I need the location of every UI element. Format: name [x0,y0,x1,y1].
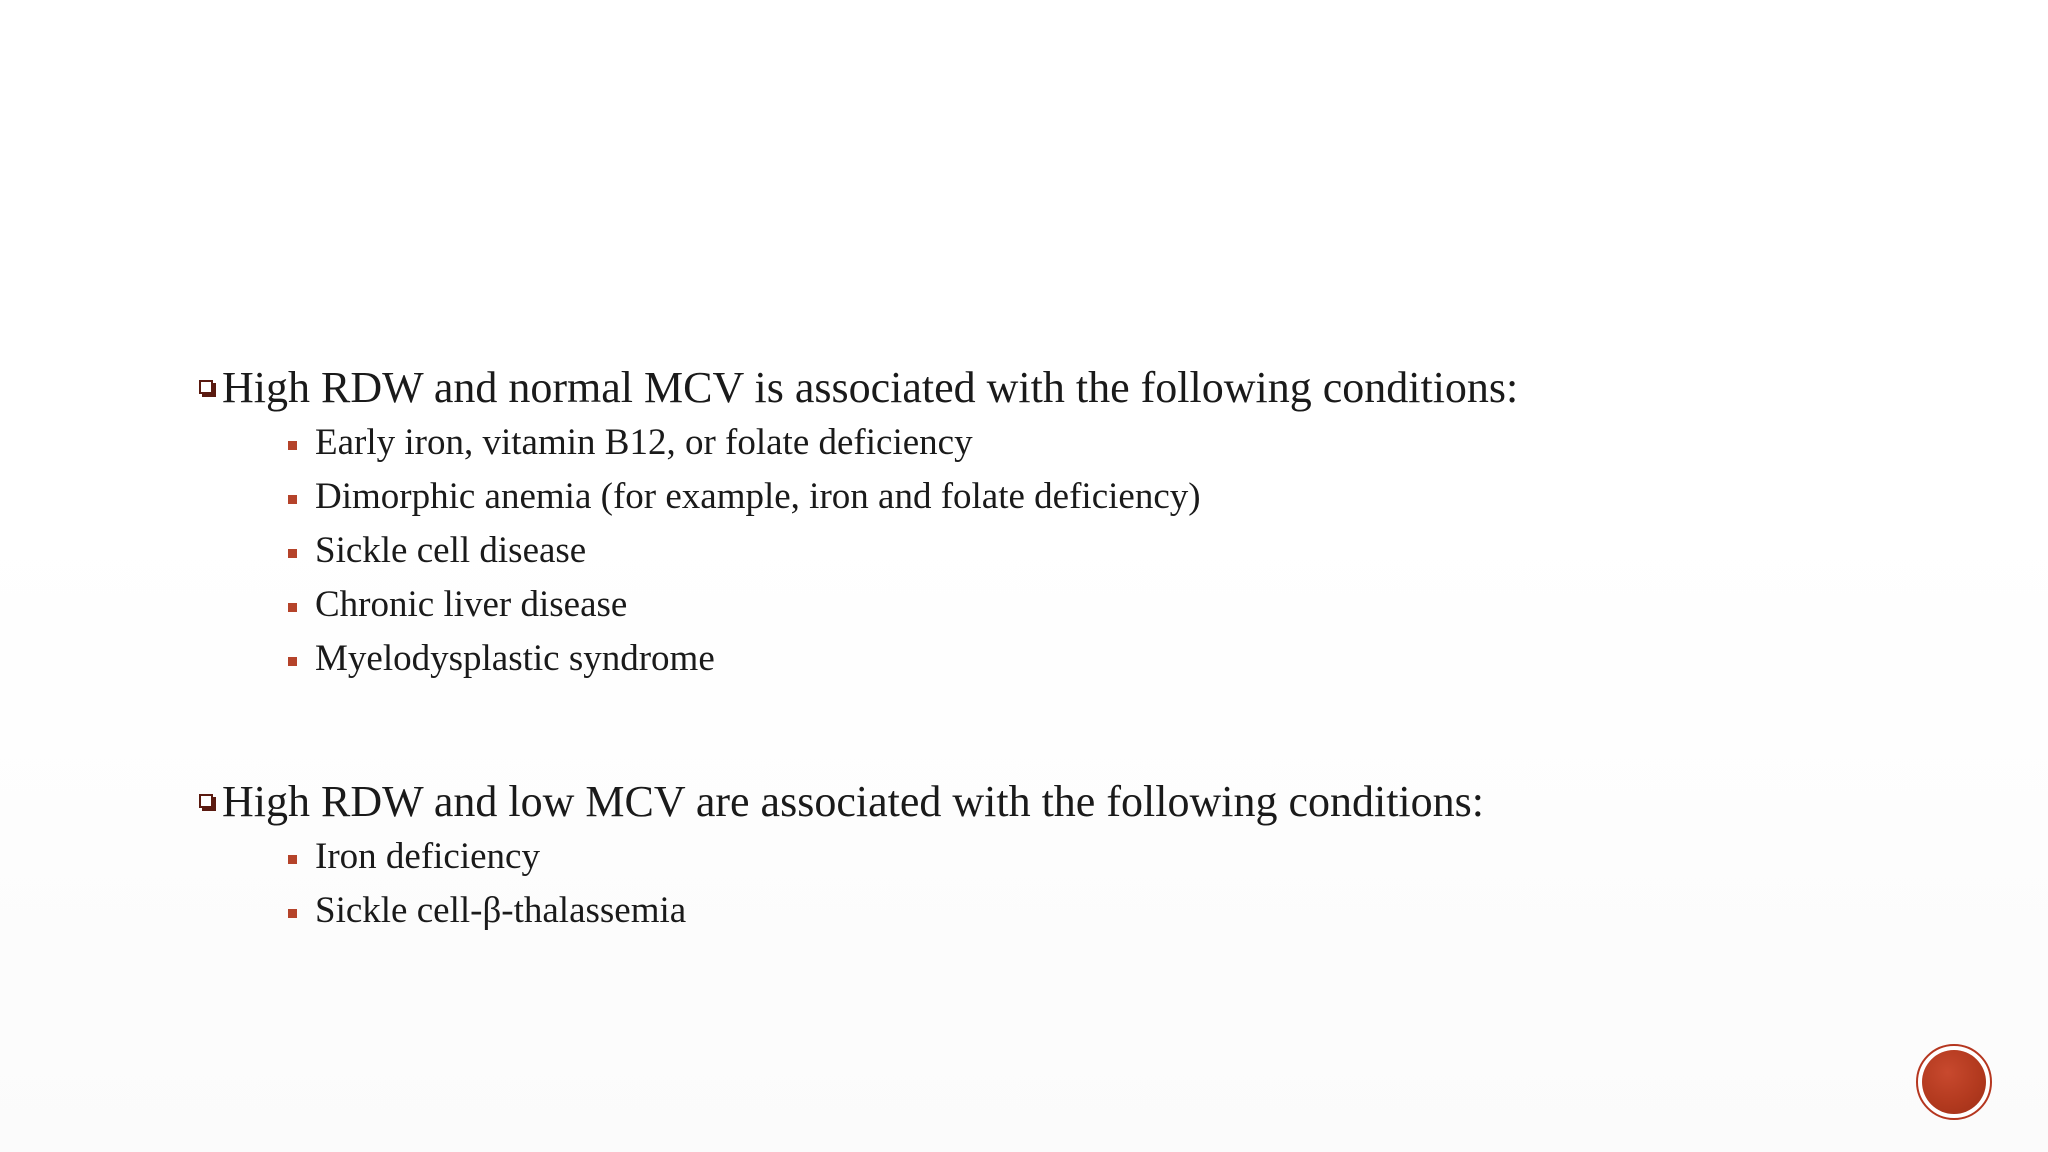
list-item [288,470,1956,524]
red-circle-icon [1916,1044,1992,1120]
list-item-text: Sickle cell disease [315,530,587,571]
square-bullet-icon [288,495,297,504]
heading-text: High RDW and normal MCV is associated with the following conditions: [222,363,1519,412]
list-item [288,578,1956,632]
checkbox-bullet-icon [196,360,216,416]
square-bullet-icon [288,657,297,666]
heading-text: High RDW and low MCV are associated with the following conditions: [222,777,1484,826]
list-item [288,416,1956,470]
list-item-text: Chronic liver disease [315,584,628,625]
list-item [288,524,1956,578]
section-normal-mcv [196,360,1956,686]
list-item-text: Sickle cell-β-thalassemia [315,890,687,931]
checkbox-bullet-icon [196,774,216,830]
square-bullet-icon [288,549,297,558]
list-item [288,632,1956,686]
list-item-text: Iron deficiency [315,836,540,877]
list-item [288,830,1956,884]
square-bullet-icon [288,855,297,864]
section-heading [196,360,1956,416]
square-bullet-icon [288,603,297,612]
list-item-text: Myelodysplastic syndrome [315,638,715,679]
section-low-mcv [196,774,1956,938]
section-heading [196,774,1956,830]
list-item-text: Early iron, vitamin B12, or folate deficiency [315,422,973,463]
condition-list [288,830,1956,938]
list-item-text: Dimorphic anemia (for example, iron and folate deficiency) [315,476,1201,517]
condition-list [288,416,1956,686]
square-bullet-icon [288,441,297,450]
list-item [288,884,1956,938]
square-bullet-icon [288,909,297,918]
